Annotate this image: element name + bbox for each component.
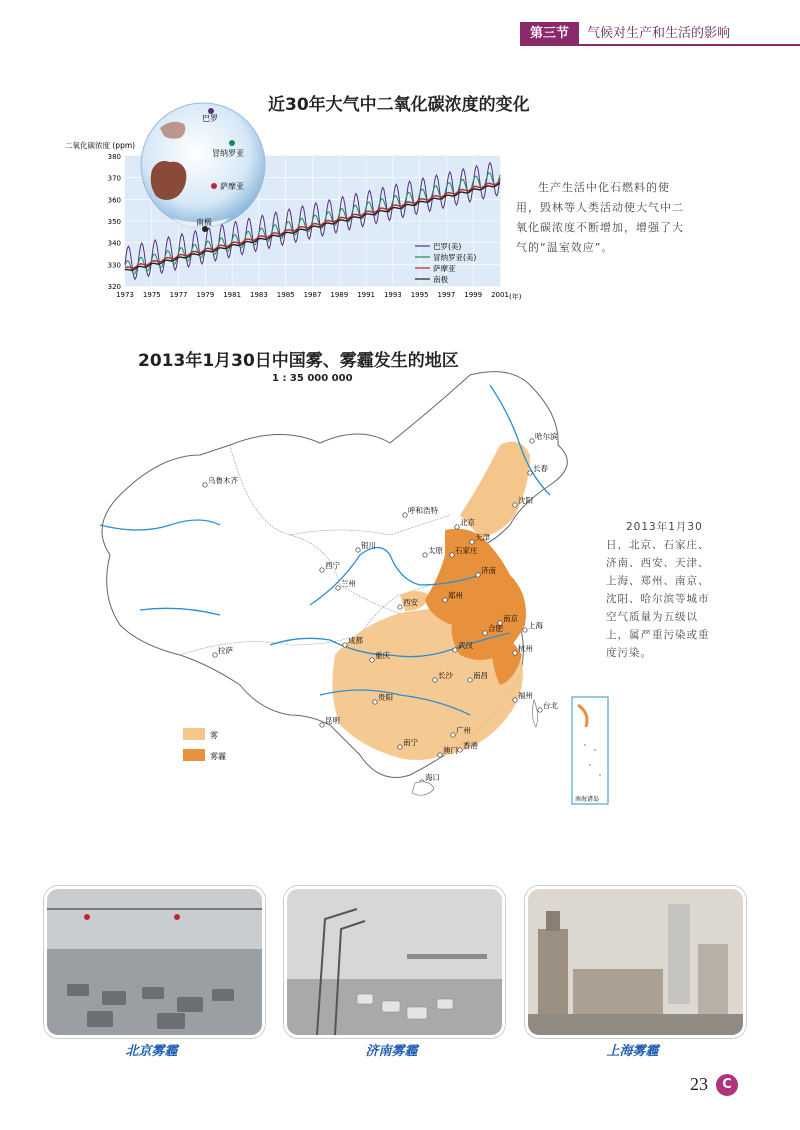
y-axis-ticks [108, 153, 121, 291]
city-label: 郑州 [448, 591, 463, 600]
city-label: 乌鲁木齐 [208, 476, 238, 485]
south-pole-label: 南极 [196, 218, 212, 227]
legend-label-barrow: 巴罗(美) [433, 242, 462, 251]
map-note-line: 济南、西安、天津、 [606, 557, 710, 569]
map-note-line: 上，属严重污染或重 [606, 629, 710, 641]
city-marker [451, 733, 455, 737]
city-label: 南昌 [473, 671, 488, 680]
map-note-line: 沈阳、哈尔滨等城市 [606, 593, 710, 605]
map-note-line: 空气质量为五级以 [606, 611, 698, 623]
map-note-line: 2013年1月30 [626, 521, 703, 533]
city-label: 南京 [503, 614, 518, 623]
city-marker [458, 748, 462, 752]
x-tick-label: 1983 [250, 291, 268, 299]
city-marker [513, 503, 517, 507]
city-marker [476, 573, 480, 577]
city-label: 重庆 [375, 651, 390, 660]
city-marker [453, 648, 457, 652]
photo-caption-beijing: 北京雾霾 [125, 1044, 178, 1059]
photo-shanghai-haze [525, 886, 746, 1038]
city-marker [403, 513, 407, 517]
y-tick-label: 330 [107, 261, 121, 270]
city-marker [438, 753, 442, 757]
city-label: 拉萨 [218, 646, 233, 655]
city-marker [513, 651, 517, 655]
section-header [520, 22, 800, 46]
legend-label-mauna-loa: 冒纳罗亚(美) [433, 253, 477, 262]
legend-label-haze: 雾霾 [210, 752, 226, 761]
section-label: 第三节 [520, 22, 579, 46]
samoa-label: 萨摩亚 [220, 182, 244, 191]
x-tick-label: 1975 [142, 291, 161, 299]
city-marker [398, 745, 402, 749]
city-label: 济南 [481, 566, 496, 575]
legend-label-samoa: 萨摩亚 [433, 264, 456, 273]
chart-note-line: 生产生活中化石燃料的使 [538, 181, 670, 194]
city-label: 银川 [361, 541, 376, 550]
chart-note-line: 气的“温室效应”。 [516, 241, 614, 254]
x-tick-label: 1977 [169, 291, 188, 299]
x-tick-label: 1989 [330, 291, 349, 299]
section-title: 气候对生产和生活的影响 [579, 22, 800, 46]
legend-label-south-pole: 南极 [433, 275, 448, 284]
city-label: 长春 [533, 464, 548, 473]
city-marker [538, 708, 542, 712]
city-label: 沈阳 [518, 496, 533, 505]
city-marker [483, 631, 487, 635]
city-marker [450, 553, 454, 557]
y-tick-label: 370 [107, 174, 121, 183]
x-axis-ticks [116, 291, 509, 299]
city-label: 西宁 [325, 561, 340, 570]
city-label: 广州 [456, 726, 471, 735]
city-label: 南宁 [403, 738, 418, 747]
legend-swatch-fog [183, 728, 205, 740]
city-marker [343, 643, 347, 647]
co2-line-chart [60, 100, 540, 320]
city-label: 长沙 [438, 671, 453, 680]
x-tick-label: 1979 [196, 291, 215, 299]
map-title: 2013年1月30日中国雾、雾霾发生的地区 [138, 351, 459, 371]
city-label: 天津 [475, 533, 490, 542]
city-label: 贵阳 [378, 693, 393, 702]
city-label: 合肥 [488, 624, 503, 633]
x-tick-label: 1999 [464, 291, 483, 299]
city-marker [468, 678, 472, 682]
chart-title: 近30年大气中二氧化碳浓度的变化 [268, 95, 530, 115]
photo-caption-shanghai: 上海雾霾 [606, 1044, 659, 1059]
city-marker [513, 698, 517, 702]
china-fog-map [60, 355, 610, 810]
city-label: 杭州 [518, 644, 533, 653]
map-note-line: 度污染。 [606, 647, 652, 659]
x-tick-label: 1981 [223, 291, 242, 299]
city-label: 成都 [348, 636, 363, 645]
city-marker [398, 605, 402, 609]
y-tick-label: 350 [107, 218, 121, 226]
city-label: 台北 [543, 701, 558, 710]
city-marker [203, 483, 207, 487]
city-label: 香港 [463, 741, 478, 750]
map-note-line: 上海、郑州、南京、 [606, 575, 710, 587]
mauna-loa-label: 冒纳罗亚 [212, 149, 244, 158]
city-marker [320, 723, 324, 727]
x-tick-label: 1997 [437, 291, 456, 299]
city-label: 福州 [518, 691, 533, 700]
city-label: 武汉 [458, 641, 473, 650]
city-label: 呼和浩特 [408, 506, 438, 515]
city-marker [455, 525, 459, 529]
city-label: 西安 [403, 598, 418, 607]
city-marker [423, 553, 427, 557]
map-scale: 1 : 35 000 000 [272, 373, 353, 384]
city-label: 兰州 [341, 579, 356, 588]
map-note-line: 日，北京、石家庄、 [606, 539, 710, 551]
map-legend [183, 728, 226, 761]
x-tick-label: 1985 [276, 291, 295, 299]
city-marker [523, 628, 527, 632]
city-marker [213, 653, 217, 657]
city-marker [443, 598, 447, 602]
y-tick-label: 380 [107, 153, 121, 161]
hainan-island [412, 782, 434, 795]
legend-label-fog: 雾 [210, 731, 218, 740]
barrow-label: 巴罗 [202, 114, 218, 123]
city-marker [528, 471, 532, 475]
city-label: 哈尔滨 [535, 432, 558, 441]
map-note [606, 518, 756, 662]
publisher-logo-icon: C [716, 1074, 738, 1096]
city-marker [356, 548, 360, 552]
city-label: 海口 [425, 773, 440, 782]
city-label: 太原 [428, 546, 443, 555]
south-china-sea-inset [572, 697, 608, 804]
x-tick-label: 1995 [410, 291, 429, 299]
city-label: 昆明 [325, 716, 340, 725]
x-tick-label: 1973 [116, 291, 134, 299]
city-label: 上海 [528, 621, 543, 630]
city-marker [433, 678, 437, 682]
x-tick-label: 2001 [491, 291, 509, 299]
city-marker [530, 439, 534, 443]
page-number: 23 [690, 1074, 708, 1094]
city-label: 澳门 [443, 746, 458, 755]
inset-label: 南海诸岛 [575, 796, 600, 803]
x-axis-unit: (年) [509, 293, 522, 301]
chart-note-line: 氧化碳浓度不断增加，增强了大 [516, 221, 684, 234]
photo-jinan-haze [284, 886, 505, 1038]
city-marker [320, 568, 324, 572]
chart-note-line: 用，毁林等人类活动使大气中二 [516, 201, 684, 214]
mauna-loa-marker [229, 140, 235, 146]
photo-beijing-haze [44, 886, 265, 1038]
photo-caption-jinan: 济南雾霾 [365, 1044, 418, 1059]
x-tick-label: 1993 [383, 291, 402, 299]
city-label: 北京 [460, 518, 475, 527]
chart-note [516, 178, 706, 258]
y-axis-label: 二氧化碳浓度 (ppm) [65, 141, 136, 150]
legend-swatch-haze [183, 749, 205, 761]
x-tick-label: 1987 [303, 291, 322, 299]
city-marker [370, 658, 374, 662]
city-marker [373, 700, 377, 704]
samoa-marker [211, 183, 217, 189]
y-tick-label: 320 [107, 283, 121, 291]
city-label: 石家庄 [455, 546, 478, 555]
x-tick-label: 1991 [357, 291, 375, 299]
y-tick-label: 360 [107, 196, 121, 205]
city-marker [470, 540, 474, 544]
taiwan-island [532, 700, 537, 727]
city-marker [336, 586, 340, 590]
y-tick-label: 340 [107, 239, 121, 248]
